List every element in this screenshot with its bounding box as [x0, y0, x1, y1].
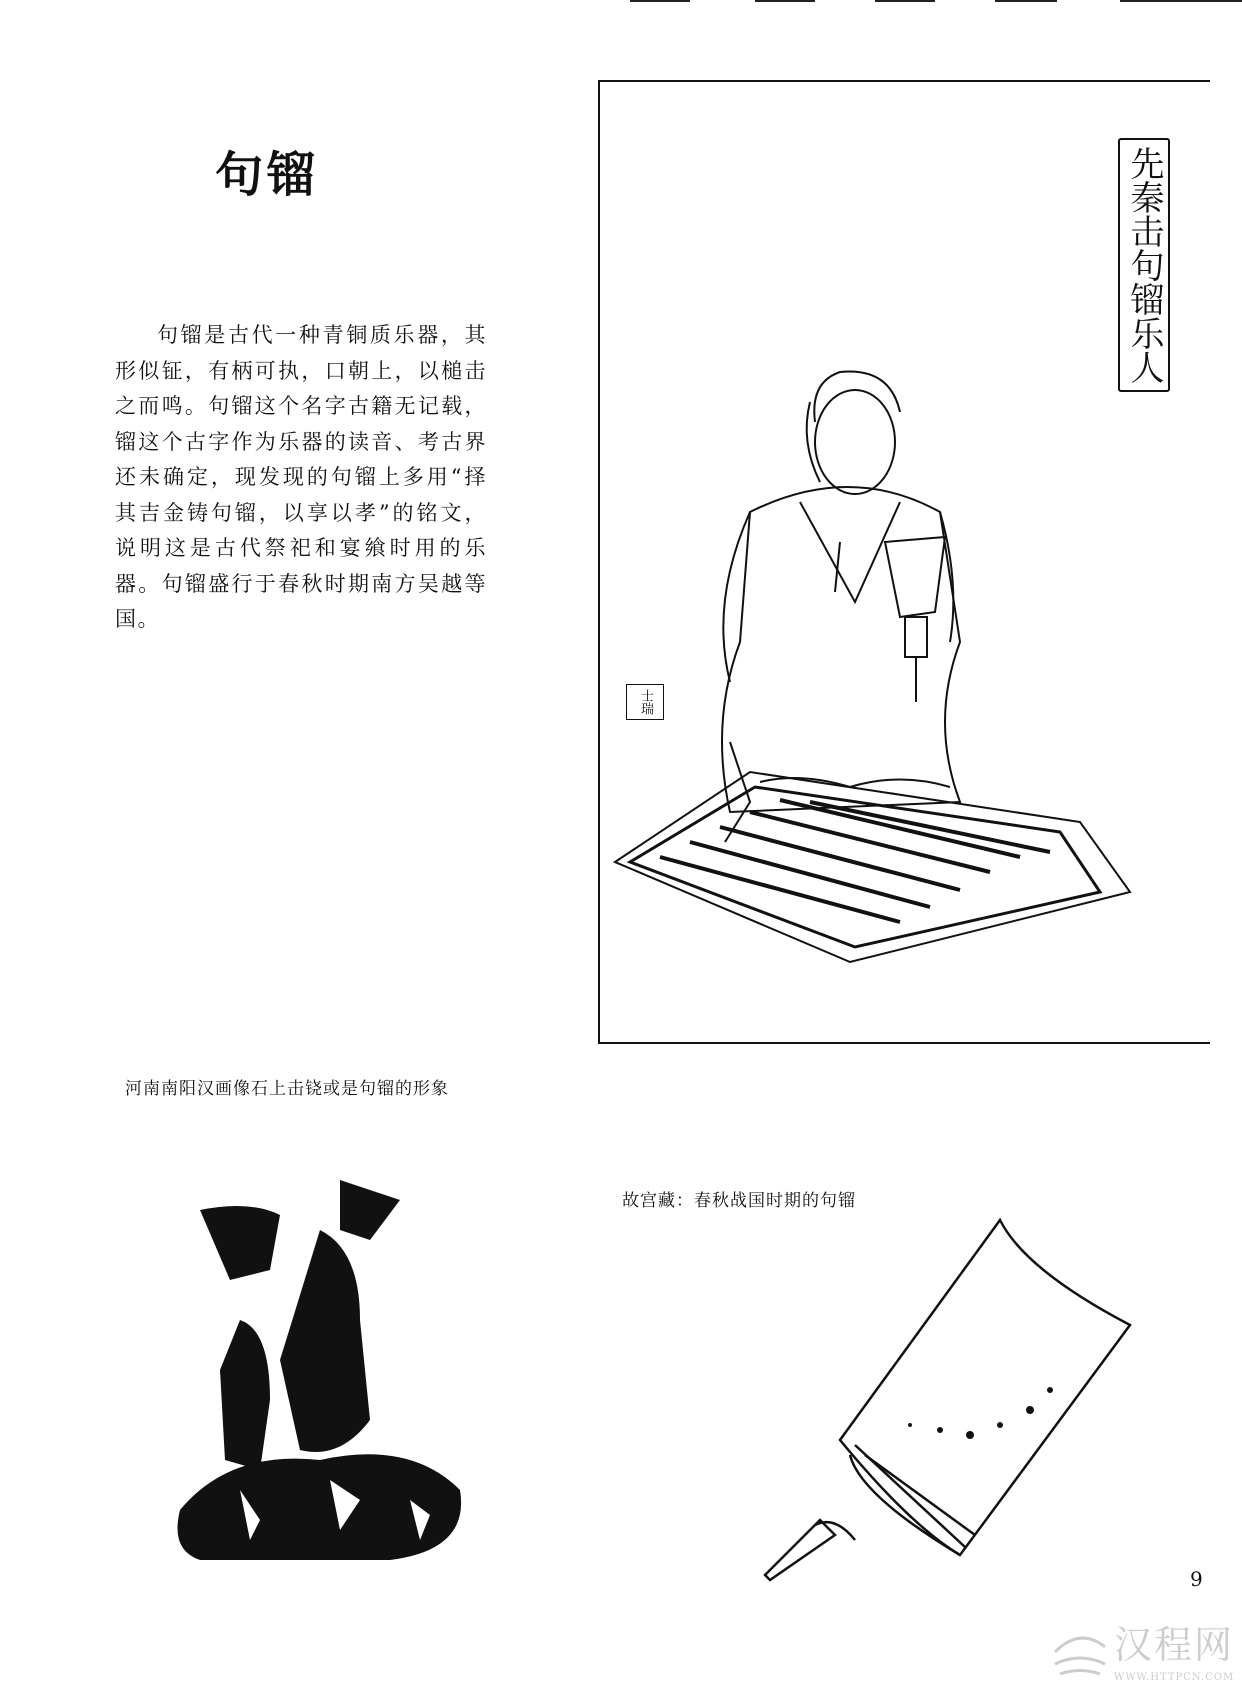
header-rule [755, 0, 815, 2]
page-title: 句镏 [215, 147, 320, 203]
watermark-url: WWW.HTTPCN.COM [1114, 1672, 1235, 1683]
illustration-vertical-label: 先秦击句镏乐人 [1118, 138, 1170, 392]
header-rule [995, 0, 1057, 2]
header-rule [1120, 0, 1242, 2]
stone-rubbing-image [170, 1160, 480, 1570]
watermark-name: 汉程网 [1114, 1623, 1235, 1667]
header-rule [630, 0, 690, 2]
caption-bell: 故宫藏：春秋战国时期的句镏 [622, 1191, 856, 1211]
watermark-logo-icon [1050, 1622, 1110, 1682]
artist-seal [626, 684, 664, 720]
artist-seal-text: 士瑞 [638, 689, 653, 715]
watermark [1050, 1622, 1234, 1684]
header-rule [875, 0, 935, 2]
watermark-text [1114, 1622, 1234, 1684]
body-paragraph: 句镏是古代一种青铜质乐器，其形似钲，有柄可执，口朝上，以槌击之而鸣。句镏这个名字古籍无记载，镏这个古字作为乐器的读音、考古界还未确定，现发现的句镏上多用“择其吉金铸句镏，以享以孝”的铭文，说明这是古代祭祀和宴飨时用的乐器。句镏盛行于春秋时期南方吴越等国。 [115, 323, 487, 631]
bronze-bell-image [760, 1215, 1150, 1585]
caption-rubbing: 河南南阳汉画像石上击铙或是句镏的形象 [125, 1079, 449, 1099]
page-number: 9 [1190, 1567, 1203, 1591]
